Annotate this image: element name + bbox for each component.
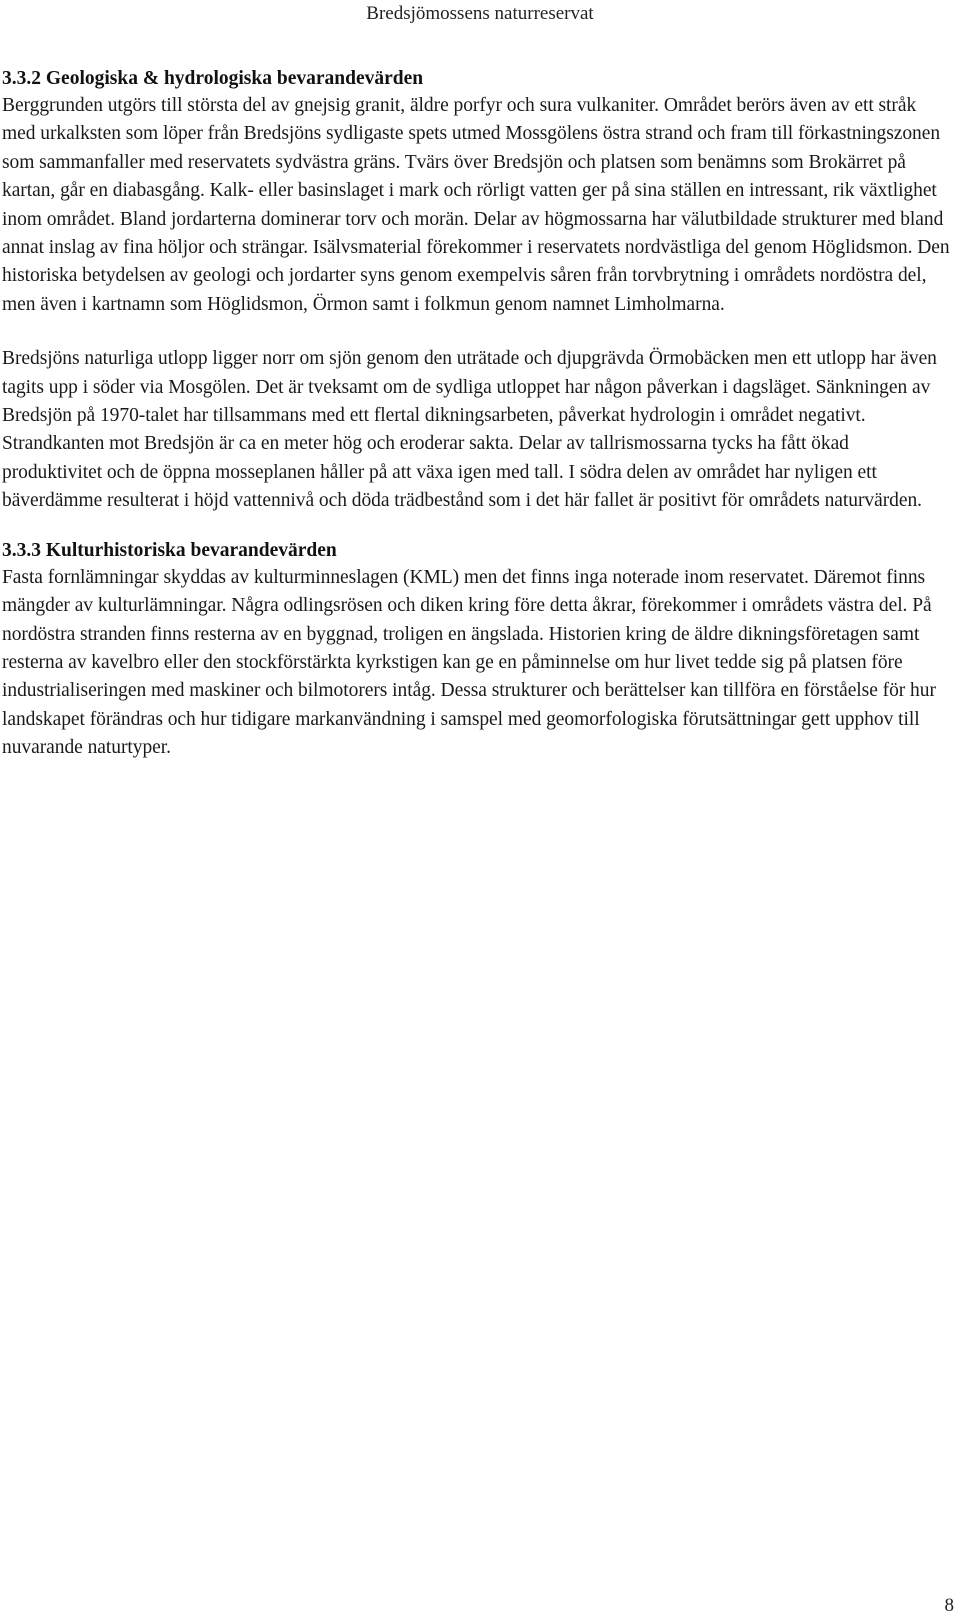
page-header: Bredsjömossens naturreservat [366,3,594,24]
document-body [2,66,950,763]
paragraph: Fasta fornlämningar skyddas av kulturminneslagen (KML) men det finns inga noterade inom reservatet. Däremot finns mängder av kulturlämningar. Några odlingsrösen och diken kring före detta åkrar, förekommer i områdets västra del. På nordöstra stranden finns resterna av en byggnad, troligen en ängslada. Historien kring de äldre dikningsföretagen samt resterna av kavelbro eller den stockförstärkta kyrkstigen kan ge en påminnelse om hur livet tedde sig på platsen före industrialiseringen med maskiner och bilmotorers intåg. Dessa strukturer och berättelser kan tillföra en förståelse för hur landskapet förändras och hur tidigare markanvändning i samspel med geomorfologiska förutsättningar gett upphov till nuvarande naturtyper. [2,566,936,759]
paragraph: Berggrunden utgörs till största del av gnejsig granit, äldre porfyr och sura vulkaniter. Området berörs även av ett stråk med urkalksten som löper från Bredsjöns sydligaste spets utmed Mossgölens östra strand och fram till förkastningszonen som sammanfaller med reservatets sydvästra gräns. Tvärs över Bredsjön och platsen som benämns som Brokärret på kartan, går en diabasgång. Kalk- eller basinslaget i mark och rörligt vatten ger på sina ställen en intressant, rik växtlighet inom området. Bland jordarterna dominerar torv och morän. Delar av högmossarna har välutbildade strukturer med bland annat inslag av fina höljor och strängar. Isälvsmaterial förekommer i reservatets nordvästliga del genom Höglidsmon. Den historiska betydelsen av geologi och jordarter syns genom exempelvis såren från torvbrytning i områdets nordöstra del, men även i kartnamn som Höglidsmon, Örmon samt i folkmun genom namnet Limholmarna. [2,95,950,315]
section-cultural-history [2,538,950,763]
section-geology-hydrology [2,66,950,516]
page-number: 8 [944,1595,954,1616]
section-heading: 3.3.2 Geologiska & hydrologiska bevarandevärden [2,68,424,89]
paragraph: Bredsjöns naturliga utlopp ligger norr om sjön genom den uträtade och djupgrävda Örmobäcken men ett utlopp har även tagits upp i söder via Mosgölen. Det är tveksamt om de sydliga utloppet har någon påverkan i dagsläget. Sänkningen av Bredsjön på 1970-talet har tillsammans med ett flertal dikningsarbeten, påverkat hydrologin i området negativt. Strandkanten mot Bredsjön är ca en meter hög och eroderar sakta. Delar av tallrismossarna tycks ha fått ökad produktivitet och de öppna mosseplanen håller på att växa igen med tall. I södra delen av området har nyligen ett bäverdämme resulterat i höjd vattennivå och döda trädbestånd som i det här fallet är positivt för områdets naturvärden. [2,348,937,512]
section-heading: 3.3.3 Kulturhistoriska bevarandevärden [2,539,337,561]
